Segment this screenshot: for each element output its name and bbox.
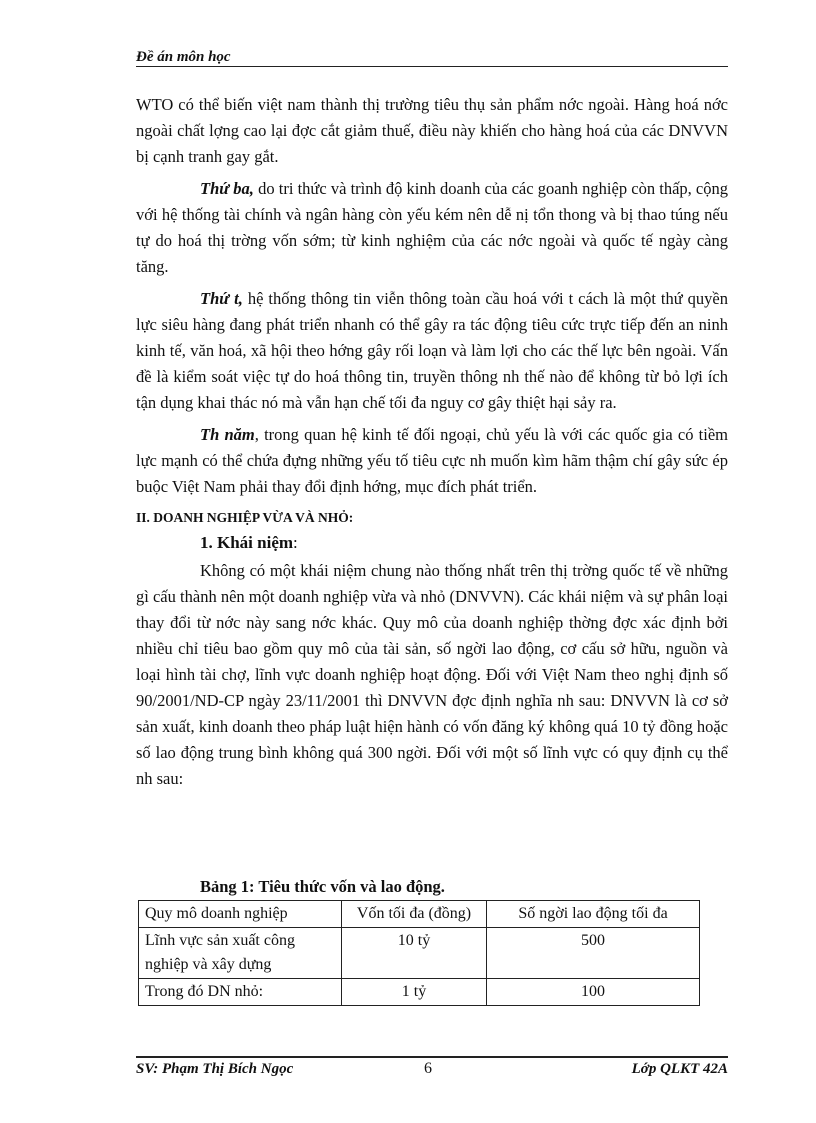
- table-header-row: [139, 901, 700, 928]
- table-cell: Trong đó DN nhỏ:: [139, 979, 342, 1006]
- subsection-suffix: :: [293, 533, 298, 552]
- page-footer: [136, 1056, 728, 1080]
- footer-author: SV: Phạm Thị Bích Ngọc: [136, 1061, 294, 1077]
- section-heading: II. DOANH NGHIỆP VỪA VÀ NHỎ:: [136, 510, 354, 525]
- table-row: [139, 979, 700, 1006]
- paragraph-third-text: do tri thức và trình độ kinh doanh của các goanh nghiệp còn thấp, cộng với hệ thống tài chính và ngân hàng còn yếu kém nên dễ nị tổn thong và bị thao túng nếu tự do hoá thị trờng vốn sớm; từ kinh nghiệm của các nớc ngoài và quốc tế ngày càng tăng.: [136, 179, 728, 276]
- table-header-cell: Vốn tối đa (đồng): [342, 901, 487, 928]
- table-row: [139, 928, 700, 979]
- table-header-cell: Số ngời lao động tối đa: [487, 901, 700, 928]
- table-caption: Bảng 1: Tiêu thức vốn và lao động.: [200, 877, 445, 896]
- paragraph-third: [136, 176, 728, 280]
- subsection-heading: [200, 530, 728, 556]
- body-text: [136, 92, 728, 798]
- table-cell: 10 tỷ: [342, 928, 487, 979]
- paragraph-fifth-text: , trong quan hệ kinh tế đối ngoại, chủ yếu là với các quốc gia có tiềm lực mạnh có thể chứa đựng những yếu tố tiêu cực nh muốn kìm hãm thậm chí gây sức ép buộc Việt Nam phải thay đổi định hớng, mục đích phát triển.: [136, 425, 728, 496]
- page-number: 6: [424, 1060, 432, 1077]
- paragraph-wto: WTO có thể biến việt nam thành thị trường tiêu thụ sản phẩm nớc ngoài. Hàng hoá nớc ngoài chất lợng cao lại đợc cắt giảm thuế, điều này khiến cho hàng hoá của các DNVVN bị cạnh tranh gay gắt.: [136, 95, 728, 166]
- paragraph-fourth-lead: Thứ t,: [200, 289, 243, 308]
- page-header: [136, 48, 728, 67]
- table-cell: 500: [487, 928, 700, 979]
- paragraph-fifth-lead: Th năm: [200, 425, 255, 444]
- header-title: Đề án môn học: [136, 49, 231, 65]
- table-header-cell: Quy mô doanh nghiệp: [139, 901, 342, 928]
- paragraph-fourth-text: hệ thống thông tin viễn thông toàn cầu hoá với t cách là một thứ quyền lực siêu hàng đang phát triển nhanh có thể gây ra tác động tiêu cức trực tiếp đến an ninh kinh tế, văn hoá, xã hội theo hớng gây rối loạn và làm lợi cho các thế lực bên ngoài. Vấn đề là kiểm soát việc tự do hoá thông tin, truyền thông nh thế nào để không từ bỏ lợi ích tận dụng khai thác nó mà vẫn hạn chế tối đa nguy cơ gây thiệt hại sảy ra.: [136, 289, 728, 412]
- paragraph-fourth: [136, 286, 728, 416]
- table-cell: 100: [487, 979, 700, 1006]
- footer-class: Lớp QLKT 42A: [631, 1061, 728, 1077]
- criteria-table: [138, 900, 700, 1006]
- table-cell: 1 tỷ: [342, 979, 487, 1006]
- paragraph-third-lead: Thứ ba,: [200, 179, 254, 198]
- table-cell: Lĩnh vực sản xuất công nghiệp và xây dựng: [139, 928, 342, 979]
- paragraph-fifth: [136, 422, 728, 500]
- subsection-label: 1. Khái niệm: [200, 533, 294, 552]
- paragraph-definition: Không có một khái niệm chung nào thống nhất trên thị trờng quốc tế về những gì cấu thành nên một doanh nghiệp vừa và nhỏ (DNVVN). Các khái niệm và sự phân loại thay đổi từ nớc này sang nớc khác. Quy mô của doanh nghiệp thờng đợc xác định bởi nhiều chỉ tiêu bao gồm quy mô của tài sản, số ngời lao động, cơ cấu sở hữu, nguồn và loại hình tài chợ, lĩnh vực doanh nghiệp hoạt động. Đối với Việt Nam theo nghị định số 90/2001/ND-CP ngày 23/11/2001 thì DNVVN đợc định nghĩa nh sau: DNVVN là cơ sở sản xuất, kinh doanh theo pháp luật hiện hành có vốn đăng ký không quá 10 tỷ đồng hoặc số lao động trung bình không quá 300 ngời. Đối với một số lĩnh vực có quy định cụ thể nh sau:: [136, 561, 728, 788]
